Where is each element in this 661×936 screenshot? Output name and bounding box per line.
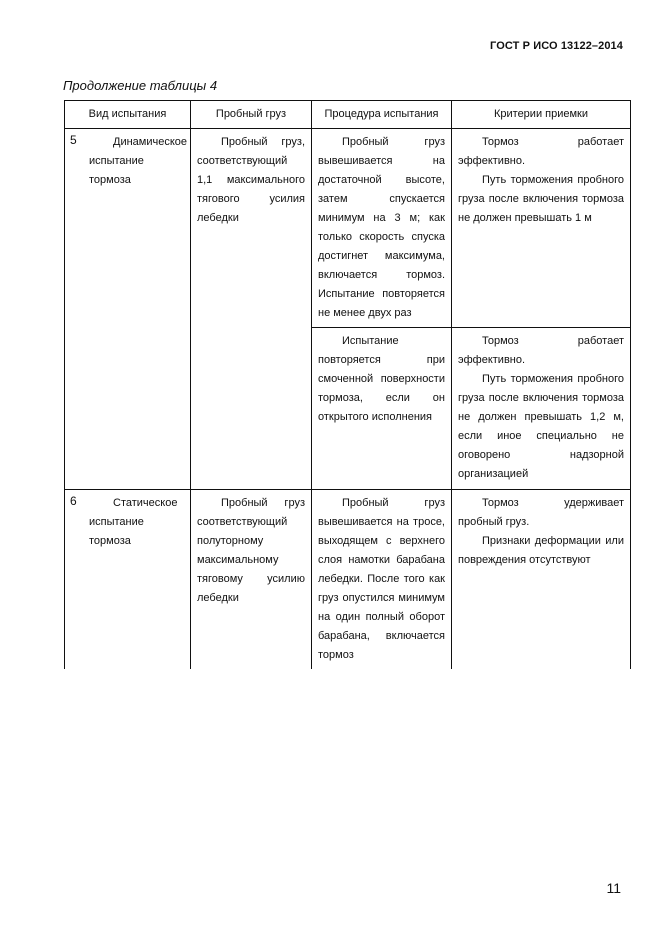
procedure-text: Пробный груз вывешивается на достаточной высоте, затем спускается минимум на 3 м; как только скорость спуска достигнет максимума, включается тормоз. Испытание повторяется не менее двух раз xyxy=(318,136,445,319)
criteria-paragraph: Тормоз работает эффективно. xyxy=(458,136,624,167)
procedure-cell xyxy=(312,328,452,490)
table-row xyxy=(65,129,631,328)
row-number: 6 xyxy=(70,494,77,508)
row-number: 5 xyxy=(70,133,77,147)
procedure-text: Испытание повторяется при смоченной поверхности тормоза, если он открытого исполнения xyxy=(318,335,445,423)
criteria-cell xyxy=(452,328,631,490)
criteria-cell xyxy=(452,490,631,670)
test-type-text: Динамическое испытание тормоза xyxy=(89,136,188,186)
procedure-cell xyxy=(312,490,452,670)
procedure-cell xyxy=(312,129,452,328)
table-caption: Продолжение таблицы 4 xyxy=(63,78,218,93)
test-type-cell xyxy=(65,490,191,670)
table-header-row xyxy=(65,101,631,129)
load-text: Пробный груз соответствующий полуторному максимальному тяговому усилию лебедки xyxy=(197,497,305,604)
load-cell xyxy=(191,490,312,670)
page-number: 11 xyxy=(606,880,621,896)
criteria-paragraph: Тормоз работает эффективно. xyxy=(458,335,624,366)
column-header-procedure: Процедура испытания xyxy=(312,101,452,129)
column-header-load: Пробный груз xyxy=(191,101,312,129)
test-table xyxy=(64,100,630,669)
table-row xyxy=(65,490,631,670)
criteria-paragraph: Признаки деформации или повреждения отсутствуют xyxy=(458,535,624,566)
standard-designation: ГОСТ Р ИСО 13122–2014 xyxy=(490,40,623,52)
load-cell xyxy=(191,129,312,490)
column-header-test-type: Вид испытания xyxy=(65,101,191,129)
criteria-paragraph: Путь торможения пробного груза после включения тормоза не должен превышать 1 м xyxy=(458,174,624,224)
test-type-text: Статическое испытание тормоза xyxy=(89,497,178,547)
test-type-cell xyxy=(65,129,191,490)
load-text: Пробный груз, соответствующий 1,1 максимального тягового усилия лебедки xyxy=(197,136,305,224)
criteria-cell xyxy=(452,129,631,328)
criteria-paragraph: Тормоз удерживает пробный груз. xyxy=(458,497,624,528)
procedure-text: Пробный груз вывешивается на тросе, выходящем с верхнего слоя намотки барабана лебедки. После того как груз опустился минимум на один полный оборот барабана, включается тормоз xyxy=(318,497,445,661)
table xyxy=(64,100,631,669)
column-header-criteria: Критерии приемки xyxy=(452,101,631,129)
criteria-paragraph: Путь торможения пробного груза после включения тормоза не должен превышать 1,2 м, если иное специально не оговорено надзорной организацией xyxy=(458,373,624,480)
